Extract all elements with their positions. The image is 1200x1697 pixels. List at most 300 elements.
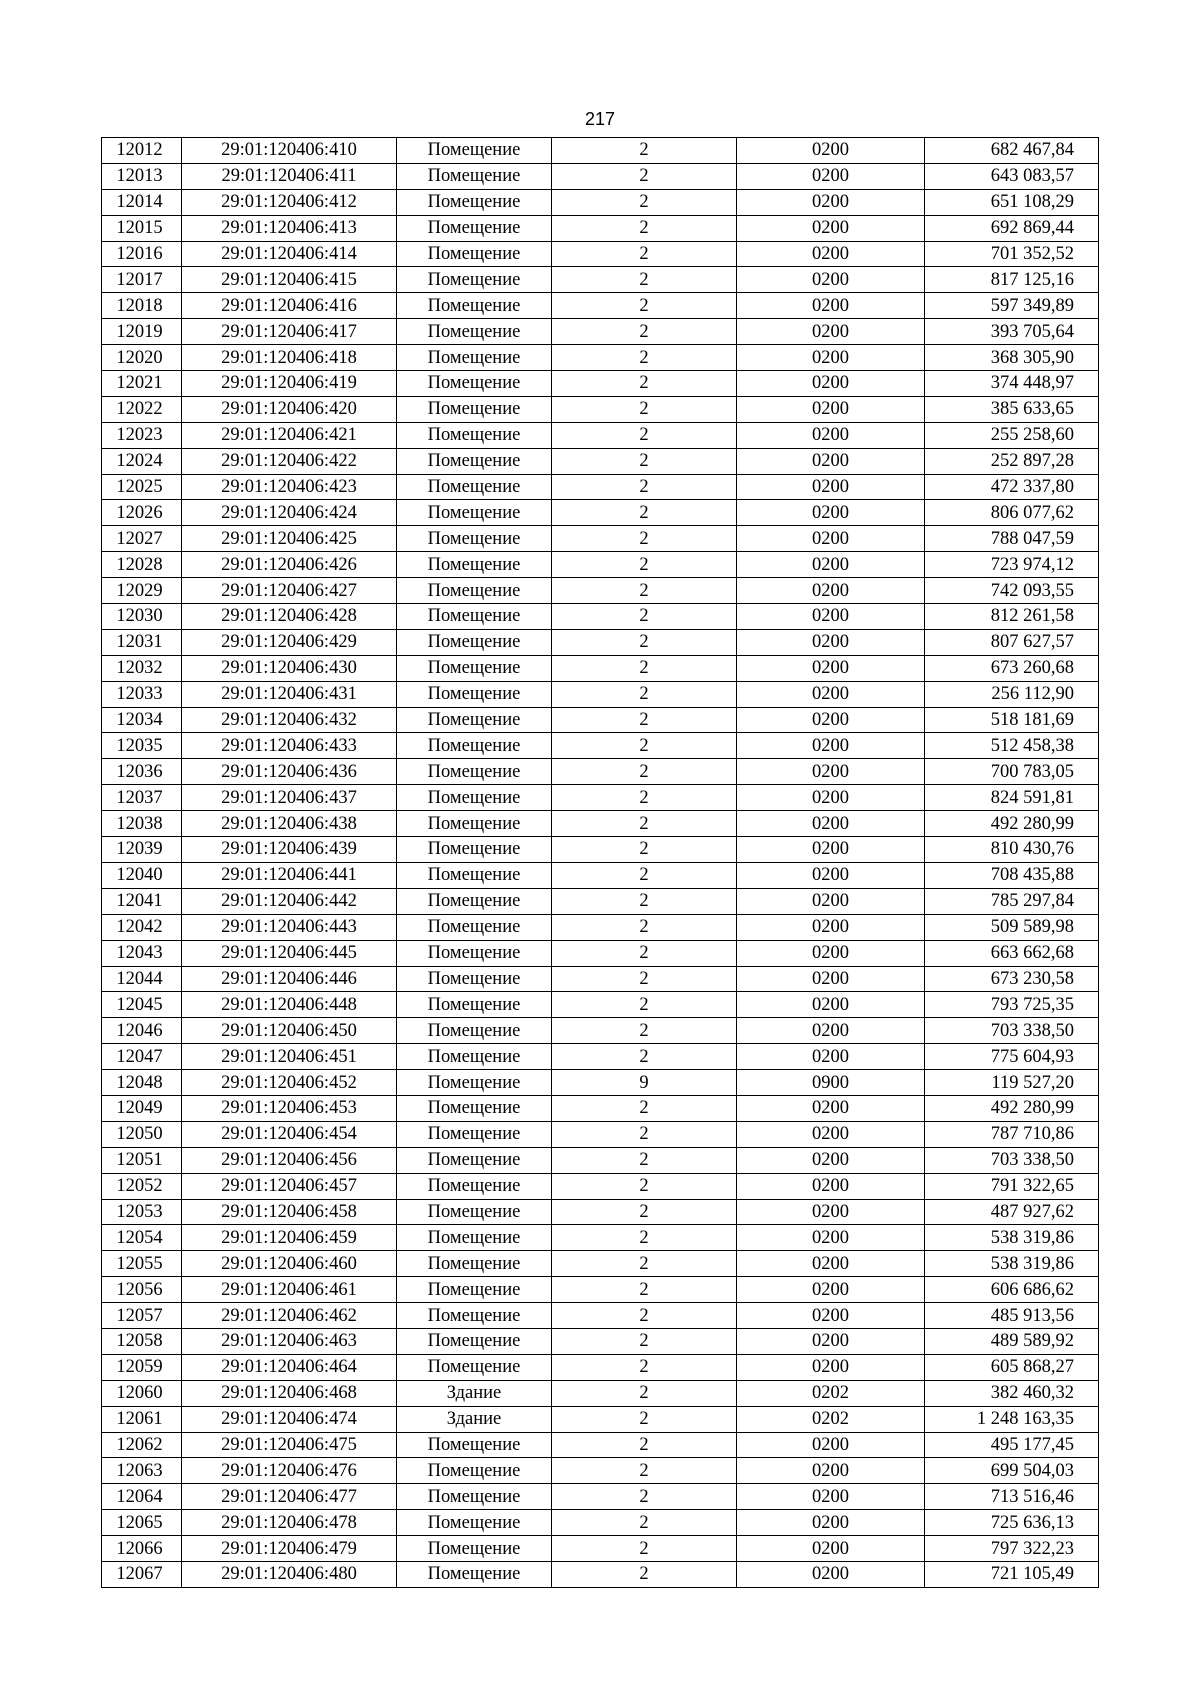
table-row	[102, 1044, 1099, 1070]
table-row	[102, 163, 1099, 189]
cadastral-number-cell: 29:01:120406:429	[182, 629, 397, 655]
object-type-cell: Помещение	[397, 811, 552, 837]
cadastral-value-cell: 597 349,89	[925, 293, 1099, 319]
group-code-cell: 2	[552, 552, 737, 578]
object-type-cell: Помещение	[397, 837, 552, 863]
cadastral-value-cell: 797 322,23	[925, 1536, 1099, 1562]
object-type-cell: Помещение	[397, 1354, 552, 1380]
subgroup-code-cell: 0200	[737, 396, 925, 422]
row-number-cell: 12024	[102, 448, 182, 474]
subgroup-code-cell: 0200	[737, 552, 925, 578]
cadastral-number-cell: 29:01:120406:410	[182, 138, 397, 164]
cadastral-number-cell: 29:01:120406:453	[182, 1095, 397, 1121]
row-number-cell: 12028	[102, 552, 182, 578]
group-code-cell: 2	[552, 189, 737, 215]
table-row	[102, 1070, 1099, 1096]
group-code-cell: 2	[552, 319, 737, 345]
row-number-cell: 12067	[102, 1561, 182, 1587]
cadastral-number-cell: 29:01:120406:412	[182, 189, 397, 215]
group-code-cell: 2	[552, 526, 737, 552]
row-number-cell: 12017	[102, 267, 182, 293]
object-type-cell: Помещение	[397, 1225, 552, 1251]
cadastral-number-cell: 29:01:120406:415	[182, 267, 397, 293]
table-row	[102, 914, 1099, 940]
row-number-cell: 12032	[102, 655, 182, 681]
cadastral-value-cell: 824 591,81	[925, 785, 1099, 811]
object-type-cell: Помещение	[397, 1199, 552, 1225]
row-number-cell: 12018	[102, 293, 182, 319]
cadastral-number-cell: 29:01:120406:413	[182, 215, 397, 241]
group-code-cell: 2	[552, 1018, 737, 1044]
cadastral-value-cell: 817 125,16	[925, 267, 1099, 293]
object-type-cell: Помещение	[397, 138, 552, 164]
cadastral-number-cell: 29:01:120406:477	[182, 1484, 397, 1510]
subgroup-code-cell: 0200	[737, 888, 925, 914]
table-row	[102, 733, 1099, 759]
table-row	[102, 267, 1099, 293]
row-number-cell: 12059	[102, 1354, 182, 1380]
cadastral-number-cell: 29:01:120406:437	[182, 785, 397, 811]
row-number-cell: 12066	[102, 1536, 182, 1562]
object-type-cell: Помещение	[397, 1303, 552, 1329]
table-row	[102, 241, 1099, 267]
object-type-cell: Помещение	[397, 629, 552, 655]
subgroup-code-cell: 0200	[737, 1458, 925, 1484]
table-row	[102, 319, 1099, 345]
subgroup-code-cell: 0200	[737, 1328, 925, 1354]
cadastral-value-cell: 606 686,62	[925, 1277, 1099, 1303]
group-code-cell: 2	[552, 422, 737, 448]
cadastral-number-cell: 29:01:120406:476	[182, 1458, 397, 1484]
row-number-cell: 12021	[102, 371, 182, 397]
row-number-cell: 12046	[102, 1018, 182, 1044]
subgroup-code-cell: 0200	[737, 215, 925, 241]
object-type-cell: Помещение	[397, 1121, 552, 1147]
cadastral-value-cell: 788 047,59	[925, 526, 1099, 552]
group-code-cell: 2	[552, 1484, 737, 1510]
row-number-cell: 12042	[102, 914, 182, 940]
subgroup-code-cell: 0200	[737, 189, 925, 215]
subgroup-code-cell: 0200	[737, 681, 925, 707]
cadastral-value-cell: 472 337,80	[925, 474, 1099, 500]
subgroup-code-cell: 0200	[737, 940, 925, 966]
group-code-cell: 2	[552, 500, 737, 526]
cadastral-value-cell: 787 710,86	[925, 1121, 1099, 1147]
object-type-cell: Помещение	[397, 267, 552, 293]
row-number-cell: 12012	[102, 138, 182, 164]
group-code-cell: 2	[552, 138, 737, 164]
row-number-cell: 12052	[102, 1173, 182, 1199]
cadastral-number-cell: 29:01:120406:463	[182, 1328, 397, 1354]
cadastral-number-cell: 29:01:120406:446	[182, 966, 397, 992]
subgroup-code-cell: 0200	[737, 837, 925, 863]
object-type-cell: Помещение	[397, 215, 552, 241]
object-type-cell: Помещение	[397, 914, 552, 940]
group-code-cell: 2	[552, 992, 737, 1018]
cadastral-number-cell: 29:01:120406:464	[182, 1354, 397, 1380]
row-number-cell: 12050	[102, 1121, 182, 1147]
subgroup-code-cell: 0200	[737, 578, 925, 604]
object-type-cell: Помещение	[397, 940, 552, 966]
group-code-cell: 2	[552, 1432, 737, 1458]
group-code-cell: 2	[552, 1173, 737, 1199]
row-number-cell: 12047	[102, 1044, 182, 1070]
object-type-cell: Помещение	[397, 422, 552, 448]
object-type-cell: Помещение	[397, 1328, 552, 1354]
subgroup-code-cell: 0200	[737, 500, 925, 526]
table-row	[102, 422, 1099, 448]
cadastral-number-cell: 29:01:120406:475	[182, 1432, 397, 1458]
row-number-cell: 12044	[102, 966, 182, 992]
cadastral-number-cell: 29:01:120406:454	[182, 1121, 397, 1147]
row-number-cell: 12020	[102, 345, 182, 371]
cadastral-number-cell: 29:01:120406:427	[182, 578, 397, 604]
table-row	[102, 681, 1099, 707]
object-type-cell: Помещение	[397, 552, 552, 578]
table-row	[102, 1510, 1099, 1536]
row-number-cell: 12022	[102, 396, 182, 422]
subgroup-code-cell: 0200	[737, 138, 925, 164]
subgroup-code-cell: 0200	[737, 1251, 925, 1277]
subgroup-code-cell: 0200	[737, 1303, 925, 1329]
table-row	[102, 655, 1099, 681]
table-row	[102, 552, 1099, 578]
cadastral-value-cell: 512 458,38	[925, 733, 1099, 759]
subgroup-code-cell: 0200	[737, 1432, 925, 1458]
cadastral-value-cell: 119 527,20	[925, 1070, 1099, 1096]
subgroup-code-cell: 0200	[737, 1044, 925, 1070]
group-code-cell: 2	[552, 681, 737, 707]
group-code-cell: 2	[552, 966, 737, 992]
cadastral-number-cell: 29:01:120406:450	[182, 1018, 397, 1044]
row-number-cell: 12041	[102, 888, 182, 914]
cadastral-value-cell: 673 260,68	[925, 655, 1099, 681]
group-code-cell: 2	[552, 396, 737, 422]
table-row	[102, 189, 1099, 215]
table-row	[102, 1251, 1099, 1277]
group-code-cell: 2	[552, 1225, 737, 1251]
table-row	[102, 448, 1099, 474]
table-row	[102, 1199, 1099, 1225]
table-row	[102, 1173, 1099, 1199]
group-code-cell: 2	[552, 1380, 737, 1406]
cadastral-number-cell: 29:01:120406:442	[182, 888, 397, 914]
subgroup-code-cell: 0200	[737, 448, 925, 474]
cadastral-number-cell: 29:01:120406:411	[182, 163, 397, 189]
group-code-cell: 2	[552, 371, 737, 397]
cadastral-value-cell: 643 083,57	[925, 163, 1099, 189]
row-number-cell: 12025	[102, 474, 182, 500]
subgroup-code-cell: 0200	[737, 1173, 925, 1199]
cadastral-value-cell: 487 927,62	[925, 1199, 1099, 1225]
row-number-cell: 12045	[102, 992, 182, 1018]
cadastral-number-cell: 29:01:120406:436	[182, 759, 397, 785]
table-row	[102, 811, 1099, 837]
cadastral-value-cell: 489 589,92	[925, 1328, 1099, 1354]
cadastral-number-cell: 29:01:120406:420	[182, 396, 397, 422]
object-type-cell: Помещение	[397, 707, 552, 733]
row-number-cell: 12057	[102, 1303, 182, 1329]
object-type-cell: Помещение	[397, 293, 552, 319]
object-type-cell: Помещение	[397, 862, 552, 888]
table-row	[102, 138, 1099, 164]
cadastral-value-cell: 538 319,86	[925, 1251, 1099, 1277]
cadastral-number-cell: 29:01:120406:452	[182, 1070, 397, 1096]
subgroup-code-cell: 0200	[737, 914, 925, 940]
object-type-cell: Помещение	[397, 1147, 552, 1173]
subgroup-code-cell: 0200	[737, 345, 925, 371]
row-number-cell: 12030	[102, 604, 182, 630]
row-number-cell: 12049	[102, 1095, 182, 1121]
row-number-cell: 12065	[102, 1510, 182, 1536]
cadastral-value-cell: 692 869,44	[925, 215, 1099, 241]
object-type-cell: Помещение	[397, 1561, 552, 1587]
group-code-cell: 2	[552, 707, 737, 733]
cadastral-value-cell: 806 077,62	[925, 500, 1099, 526]
subgroup-code-cell: 0200	[737, 1018, 925, 1044]
group-code-cell: 9	[552, 1070, 737, 1096]
object-type-cell: Помещение	[397, 371, 552, 397]
row-number-cell: 12015	[102, 215, 182, 241]
cadastral-number-cell: 29:01:120406:451	[182, 1044, 397, 1070]
cadastral-number-cell: 29:01:120406:441	[182, 862, 397, 888]
row-number-cell: 12063	[102, 1458, 182, 1484]
cadastral-value-cell: 713 516,46	[925, 1484, 1099, 1510]
object-type-cell: Здание	[397, 1380, 552, 1406]
subgroup-code-cell: 0200	[737, 1484, 925, 1510]
object-type-cell: Помещение	[397, 604, 552, 630]
row-number-cell: 12026	[102, 500, 182, 526]
object-type-cell: Помещение	[397, 1095, 552, 1121]
cadastral-number-cell: 29:01:120406:461	[182, 1277, 397, 1303]
subgroup-code-cell: 0200	[737, 422, 925, 448]
group-code-cell: 2	[552, 1095, 737, 1121]
cadastral-number-cell: 29:01:120406:479	[182, 1536, 397, 1562]
subgroup-code-cell: 0202	[737, 1380, 925, 1406]
object-type-cell: Помещение	[397, 1173, 552, 1199]
row-number-cell: 12013	[102, 163, 182, 189]
row-number-cell: 12043	[102, 940, 182, 966]
table-row	[102, 1147, 1099, 1173]
table-row	[102, 604, 1099, 630]
cadastral-number-cell: 29:01:120406:430	[182, 655, 397, 681]
group-code-cell: 2	[552, 888, 737, 914]
row-number-cell: 12035	[102, 733, 182, 759]
table-row	[102, 759, 1099, 785]
group-code-cell: 2	[552, 1328, 737, 1354]
row-number-cell: 12056	[102, 1277, 182, 1303]
cadastral-value-cell: 255 258,60	[925, 422, 1099, 448]
object-type-cell: Помещение	[397, 681, 552, 707]
table-row	[102, 629, 1099, 655]
row-number-cell: 12036	[102, 759, 182, 785]
cadastral-value-cell: 723 974,12	[925, 552, 1099, 578]
subgroup-code-cell: 0900	[737, 1070, 925, 1096]
subgroup-code-cell: 0200	[737, 811, 925, 837]
row-number-cell: 12037	[102, 785, 182, 811]
object-type-cell: Помещение	[397, 578, 552, 604]
row-number-cell: 12019	[102, 319, 182, 345]
cadastral-value-cell: 775 604,93	[925, 1044, 1099, 1070]
table-row	[102, 1328, 1099, 1354]
cadastral-number-cell: 29:01:120406:439	[182, 837, 397, 863]
subgroup-code-cell: 0200	[737, 293, 925, 319]
object-type-cell: Помещение	[397, 163, 552, 189]
cadastral-value-cell: 518 181,69	[925, 707, 1099, 733]
cadastral-value-cell: 492 280,99	[925, 1095, 1099, 1121]
row-number-cell: 12062	[102, 1432, 182, 1458]
subgroup-code-cell: 0200	[737, 1121, 925, 1147]
object-type-cell: Помещение	[397, 241, 552, 267]
cadastral-value-cell: 673 230,58	[925, 966, 1099, 992]
cadastral-number-cell: 29:01:120406:478	[182, 1510, 397, 1536]
cadastral-number-cell: 29:01:120406:426	[182, 552, 397, 578]
subgroup-code-cell: 0200	[737, 759, 925, 785]
cadastral-value-cell: 385 633,65	[925, 396, 1099, 422]
cadastral-number-cell: 29:01:120406:459	[182, 1225, 397, 1251]
subgroup-code-cell: 0200	[737, 1095, 925, 1121]
row-number-cell: 12038	[102, 811, 182, 837]
object-type-cell: Помещение	[397, 189, 552, 215]
cadastral-value-cell: 700 783,05	[925, 759, 1099, 785]
table-row	[102, 396, 1099, 422]
group-code-cell: 2	[552, 733, 737, 759]
group-code-cell: 2	[552, 862, 737, 888]
cadastral-value-cell: 509 589,98	[925, 914, 1099, 940]
object-type-cell: Помещение	[397, 319, 552, 345]
table-row	[102, 293, 1099, 319]
cadastral-value-cell: 663 662,68	[925, 940, 1099, 966]
group-code-cell: 2	[552, 448, 737, 474]
cadastral-value-cell: 605 868,27	[925, 1354, 1099, 1380]
row-number-cell: 12048	[102, 1070, 182, 1096]
subgroup-code-cell: 0200	[737, 474, 925, 500]
row-number-cell: 12033	[102, 681, 182, 707]
table-row	[102, 1380, 1099, 1406]
cadastral-value-cell: 812 261,58	[925, 604, 1099, 630]
table-row	[102, 1536, 1099, 1562]
group-code-cell: 2	[552, 1044, 737, 1070]
row-number-cell: 12061	[102, 1406, 182, 1432]
table-row	[102, 500, 1099, 526]
cadastral-value-cell: 708 435,88	[925, 862, 1099, 888]
cadastral-value-cell: 382 460,32	[925, 1380, 1099, 1406]
group-code-cell: 2	[552, 1536, 737, 1562]
group-code-cell: 2	[552, 1251, 737, 1277]
cadastral-number-cell: 29:01:120406:458	[182, 1199, 397, 1225]
table-row	[102, 1095, 1099, 1121]
group-code-cell: 2	[552, 267, 737, 293]
group-code-cell: 2	[552, 940, 737, 966]
page-number: 217	[584, 109, 616, 129]
row-number-cell: 12064	[102, 1484, 182, 1510]
row-number-cell: 12029	[102, 578, 182, 604]
table-row	[102, 474, 1099, 500]
object-type-cell: Помещение	[397, 966, 552, 992]
table-row	[102, 940, 1099, 966]
subgroup-code-cell: 0200	[737, 163, 925, 189]
table-row	[102, 888, 1099, 914]
cadastral-value-cell: 791 322,65	[925, 1173, 1099, 1199]
subgroup-code-cell: 0200	[737, 966, 925, 992]
group-code-cell: 2	[552, 1354, 737, 1380]
table-row	[102, 1277, 1099, 1303]
subgroup-code-cell: 0200	[737, 319, 925, 345]
cadastral-number-cell: 29:01:120406:438	[182, 811, 397, 837]
cadastral-number-cell: 29:01:120406:418	[182, 345, 397, 371]
subgroup-code-cell: 0200	[737, 1561, 925, 1587]
cadastral-number-cell: 29:01:120406:457	[182, 1173, 397, 1199]
subgroup-code-cell: 0200	[737, 1277, 925, 1303]
table-row	[102, 1121, 1099, 1147]
cadastral-value-cell: 682 467,84	[925, 138, 1099, 164]
row-number-cell: 12055	[102, 1251, 182, 1277]
cadastral-value-cell: 703 338,50	[925, 1018, 1099, 1044]
row-number-cell: 12040	[102, 862, 182, 888]
object-type-cell: Помещение	[397, 1536, 552, 1562]
row-number-cell: 12034	[102, 707, 182, 733]
object-type-cell: Помещение	[397, 1277, 552, 1303]
row-number-cell: 12016	[102, 241, 182, 267]
table-row	[102, 1018, 1099, 1044]
group-code-cell: 2	[552, 604, 737, 630]
group-code-cell: 2	[552, 345, 737, 371]
table-row	[102, 785, 1099, 811]
subgroup-code-cell: 0200	[737, 241, 925, 267]
table-row	[102, 1406, 1099, 1432]
group-code-cell: 2	[552, 578, 737, 604]
group-code-cell: 2	[552, 811, 737, 837]
row-number-cell: 12039	[102, 837, 182, 863]
group-code-cell: 2	[552, 1458, 737, 1484]
cadastral-value-cell: 393 705,64	[925, 319, 1099, 345]
group-code-cell: 2	[552, 163, 737, 189]
object-type-cell: Помещение	[397, 1070, 552, 1096]
cadastral-number-cell: 29:01:120406:419	[182, 371, 397, 397]
cadastral-value-table	[101, 137, 1099, 1588]
row-number-cell: 12014	[102, 189, 182, 215]
cadastral-number-cell: 29:01:120406:432	[182, 707, 397, 733]
cadastral-value-cell: 701 352,52	[925, 241, 1099, 267]
object-type-cell: Помещение	[397, 1432, 552, 1458]
subgroup-code-cell: 0200	[737, 1225, 925, 1251]
table-row	[102, 1303, 1099, 1329]
row-number-cell: 12027	[102, 526, 182, 552]
row-number-cell: 12060	[102, 1380, 182, 1406]
cadastral-value-cell: 1 248 163,35	[925, 1406, 1099, 1432]
table-row	[102, 215, 1099, 241]
cadastral-number-cell: 29:01:120406:422	[182, 448, 397, 474]
subgroup-code-cell: 0200	[737, 1199, 925, 1225]
group-code-cell: 2	[552, 1147, 737, 1173]
group-code-cell: 2	[552, 629, 737, 655]
object-type-cell: Помещение	[397, 1510, 552, 1536]
subgroup-code-cell: 0200	[737, 1536, 925, 1562]
group-code-cell: 2	[552, 1277, 737, 1303]
cadastral-number-cell: 29:01:120406:414	[182, 241, 397, 267]
group-code-cell: 2	[552, 293, 737, 319]
object-type-cell: Помещение	[397, 1251, 552, 1277]
subgroup-code-cell: 0200	[737, 655, 925, 681]
table-row	[102, 1354, 1099, 1380]
table-row	[102, 526, 1099, 552]
group-code-cell: 2	[552, 1199, 737, 1225]
cadastral-value-cell: 256 112,90	[925, 681, 1099, 707]
row-number-cell: 12023	[102, 422, 182, 448]
group-code-cell: 2	[552, 241, 737, 267]
cadastral-value-cell: 742 093,55	[925, 578, 1099, 604]
group-code-cell: 2	[552, 759, 737, 785]
